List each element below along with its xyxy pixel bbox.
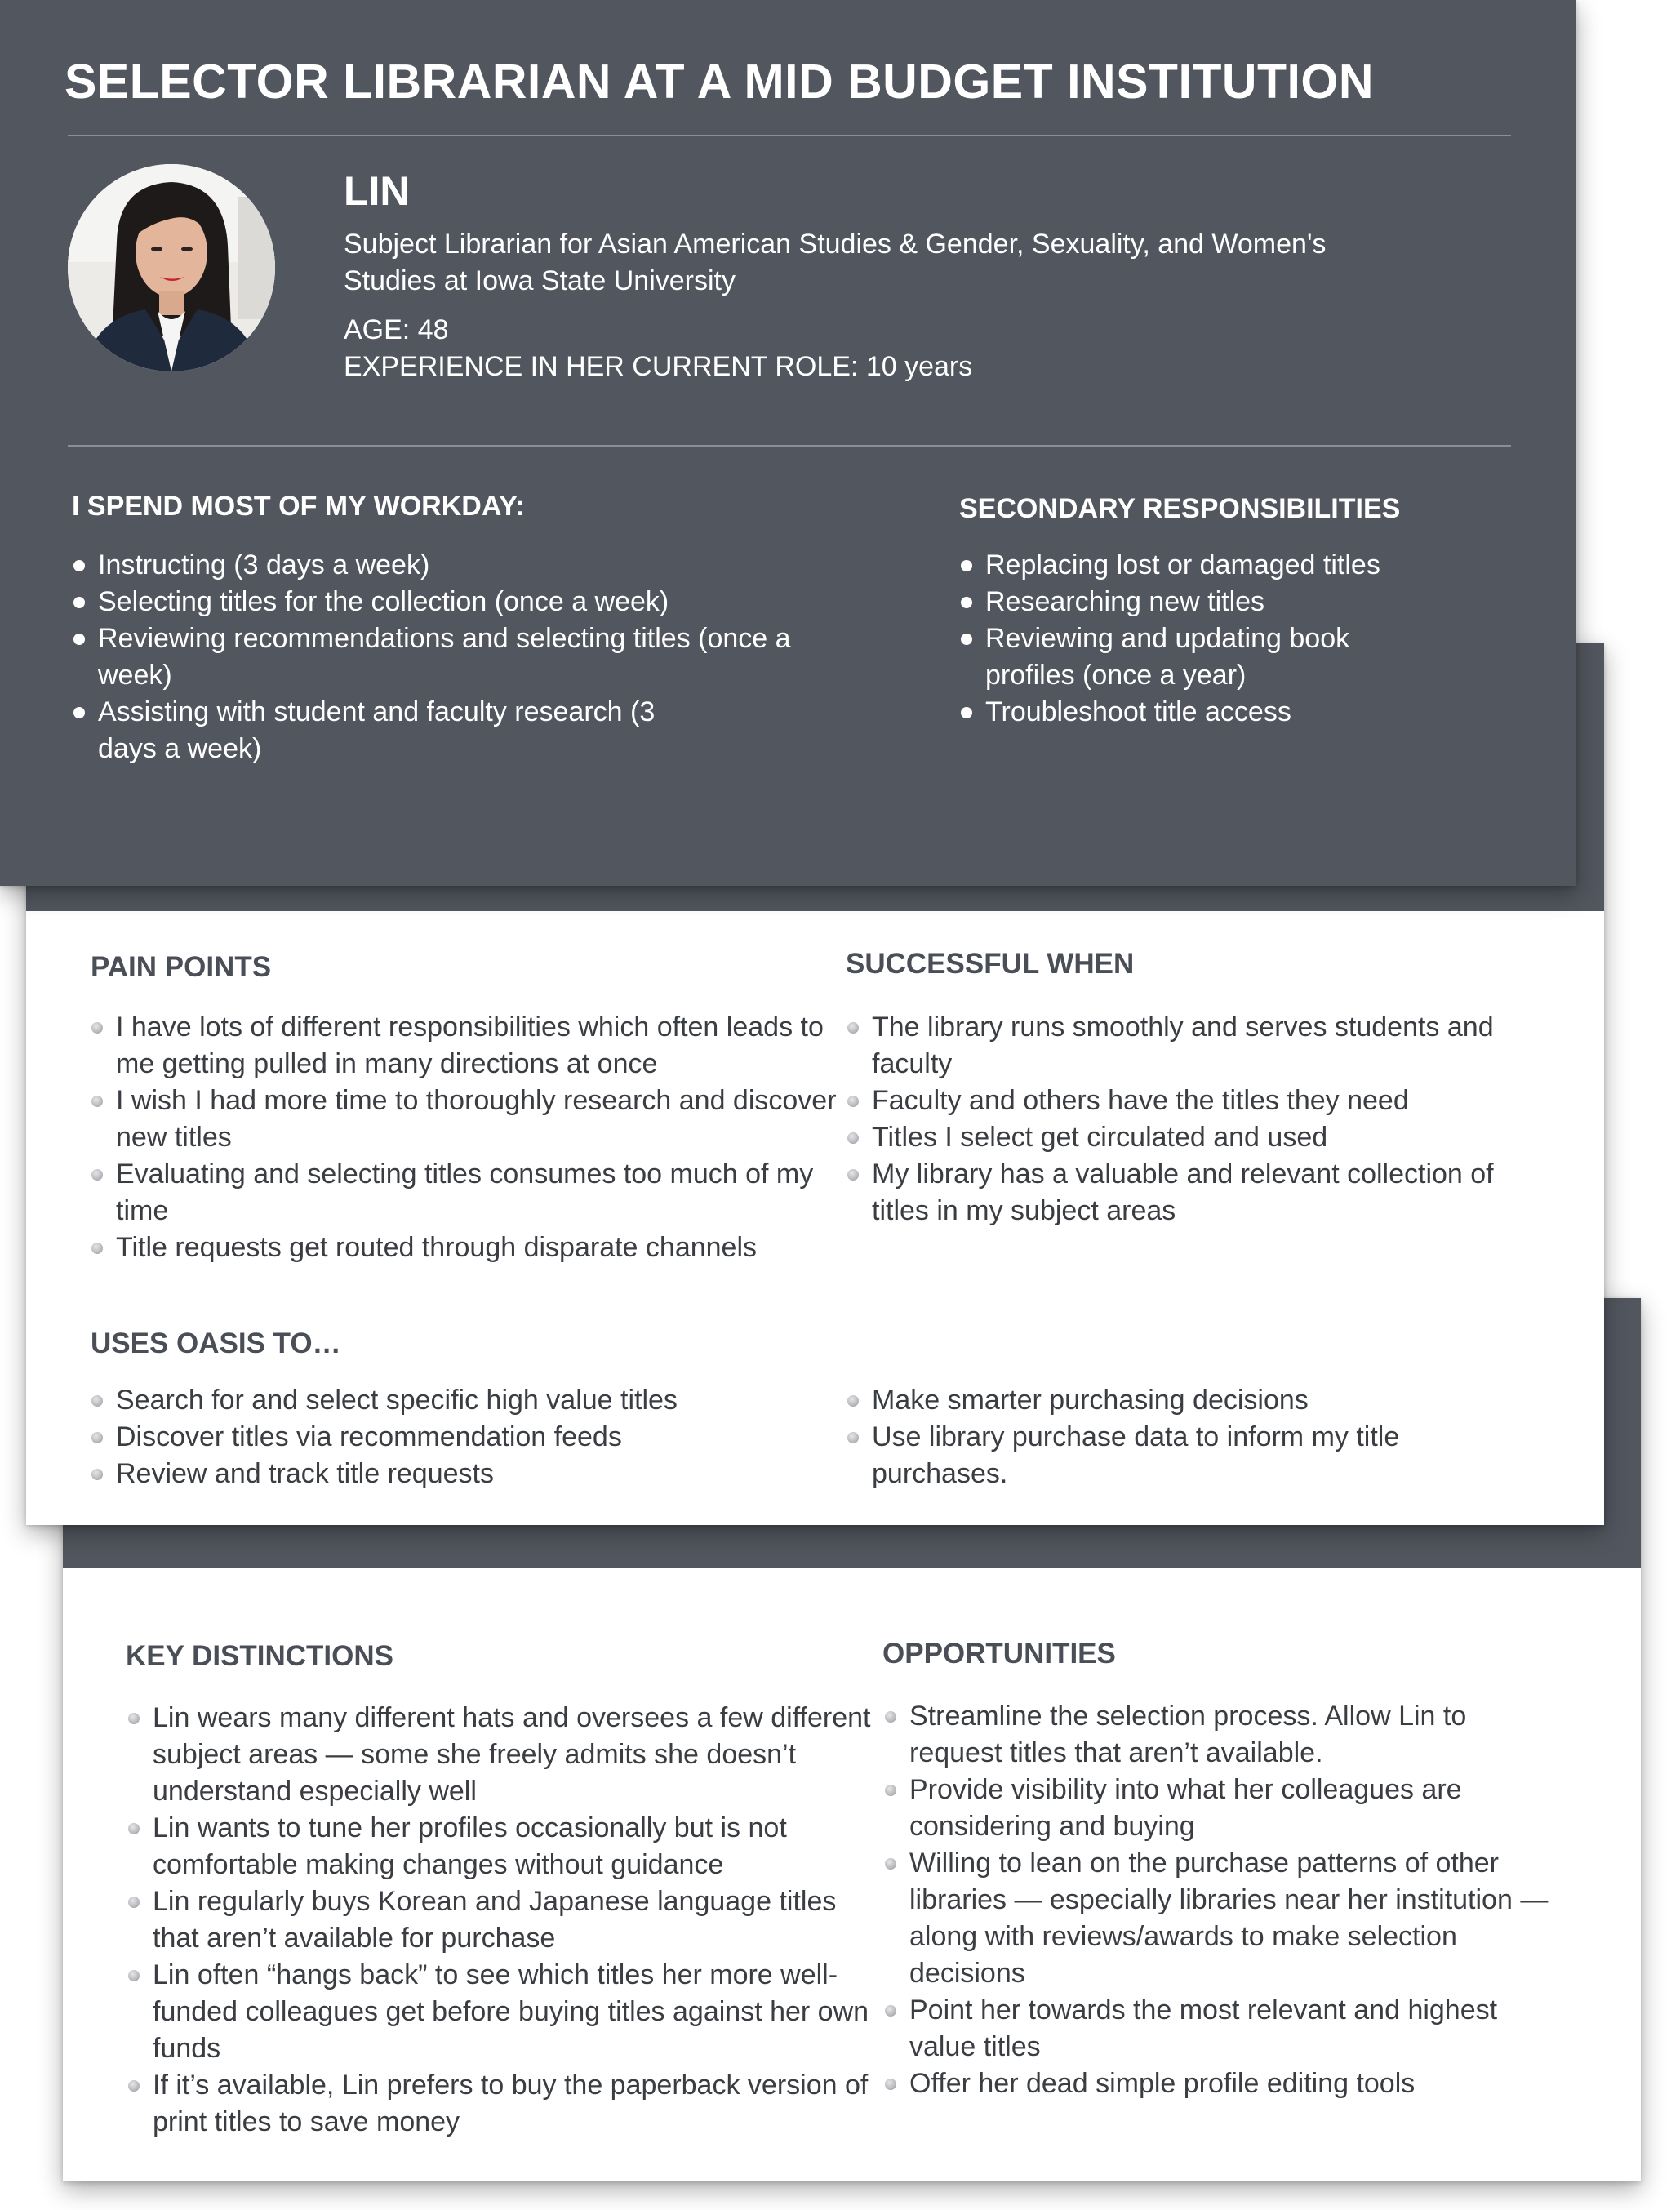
uses-oasis-heading: USES OASIS TO… bbox=[91, 1327, 341, 1359]
persona-experience: EXPERIENCE IN HER CURRENT ROLE: 10 years bbox=[344, 351, 973, 382]
persona-name: LIN bbox=[344, 168, 410, 214]
list-item: Provide visibility into what her colleagues are considering and buying bbox=[883, 1772, 1553, 1845]
persona-role-line1: Subject Librarian for Asian American Studies & Gender, Sexuality, and Women's bbox=[344, 229, 1327, 260]
list-item: Assisting with student and faculty research (3 days a week) bbox=[72, 694, 692, 767]
list-item: Faculty and others have the titles they need bbox=[846, 1083, 1499, 1119]
list-item: Replacing lost or damaged titles bbox=[959, 547, 1416, 584]
list-item: Streamline the selection process. Allow Lin to request titles that aren’t available. bbox=[883, 1698, 1553, 1772]
persona-age: AGE: 48 bbox=[344, 314, 449, 345]
list-item: Researching new titles bbox=[959, 584, 1416, 620]
list-item: Make smarter purchasing decisions bbox=[846, 1382, 1466, 1419]
opportunities-heading: OPPORTUNITIES bbox=[882, 1638, 1116, 1670]
list-item: Willing to lean on the purchase patterns of other libraries — especially libraries near her institution — along with reviews/awards to make selection decisions bbox=[883, 1845, 1553, 1992]
list-item: I have lots of different responsibilities which often leads to me getting pulled in many directions at once bbox=[90, 1009, 849, 1083]
list-item: Instructing (3 days a week) bbox=[72, 547, 823, 584]
portrait-photo-icon bbox=[68, 164, 275, 371]
successful-when-heading: SUCCESSFUL WHEN bbox=[846, 948, 1135, 980]
workday-heading: I SPEND MOST OF MY WORKDAY: bbox=[72, 491, 525, 522]
key-distinctions-heading: KEY DISTINCTIONS bbox=[126, 1640, 394, 1672]
opportunities-list bbox=[883, 1698, 1553, 2102]
page-title: SELECTOR LIBRARIAN AT A MID BUDGET INSTITUTION bbox=[64, 55, 1374, 109]
list-item: The library runs smoothly and serves students and faculty bbox=[846, 1009, 1499, 1083]
list-item: Lin wears many different hats and oversees a few different subject areas — some she freely admits she doesn’t understand especially well bbox=[127, 1700, 886, 1810]
list-item: I wish I had more time to thoroughly research and discover new titles bbox=[90, 1083, 849, 1156]
list-item: Search for and select specific high value titles bbox=[90, 1382, 841, 1419]
list-item: Review and track title requests bbox=[90, 1456, 841, 1492]
list-item: Evaluating and selecting titles consumes too much of my time bbox=[90, 1156, 849, 1230]
divider bbox=[68, 445, 1511, 447]
list-item: Lin regularly buys Korean and Japanese language titles that aren’t available for purchase bbox=[127, 1883, 886, 1957]
secondary-list bbox=[959, 547, 1416, 731]
uses-oasis-list-right bbox=[846, 1382, 1466, 1492]
divider bbox=[68, 135, 1511, 136]
list-item: Lin often “hangs back” to see which titles her more well-funded colleagues get before buying titles against her own funds bbox=[127, 1957, 886, 2067]
list-item: Selecting titles for the collection (once a week) bbox=[72, 584, 823, 620]
successful-when-list bbox=[846, 1009, 1499, 1230]
persona-card-front bbox=[0, 0, 1576, 886]
pain-points-list bbox=[90, 1009, 849, 1266]
key-distinctions-list bbox=[127, 1700, 886, 2141]
list-item: Title requests get routed through disparate channels bbox=[90, 1230, 849, 1266]
list-item: Titles I select get circulated and used bbox=[846, 1119, 1499, 1156]
list-item: Reviewing recommendations and selecting titles (once a week) bbox=[72, 620, 823, 694]
avatar bbox=[68, 164, 275, 371]
secondary-heading: SECONDARY RESPONSIBILITIES bbox=[959, 493, 1401, 524]
list-item: Discover titles via recommendation feeds bbox=[90, 1419, 841, 1456]
uses-oasis-list-left bbox=[90, 1382, 841, 1492]
list-item: Offer her dead simple profile editing tools bbox=[883, 2065, 1553, 2102]
list-item: Troubleshoot title access bbox=[959, 694, 1416, 731]
list-item: Reviewing and updating book profiles (once a year) bbox=[959, 620, 1416, 694]
list-item: Use library purchase data to inform my title purchases. bbox=[846, 1419, 1466, 1492]
pain-points-heading: PAIN POINTS bbox=[91, 951, 272, 983]
list-item: Point her towards the most relevant and highest value titles bbox=[883, 1992, 1553, 2065]
persona-role-line2: Studies at Iowa State University bbox=[344, 265, 736, 296]
workday-list bbox=[72, 547, 823, 767]
list-item: Lin wants to tune her profiles occasionally but is not comfortable making changes without guidance bbox=[127, 1810, 886, 1883]
list-item: My library has a valuable and relevant collection of titles in my subject areas bbox=[846, 1156, 1499, 1230]
list-item: If it’s available, Lin prefers to buy the paperback version of print titles to save money bbox=[127, 2067, 886, 2141]
